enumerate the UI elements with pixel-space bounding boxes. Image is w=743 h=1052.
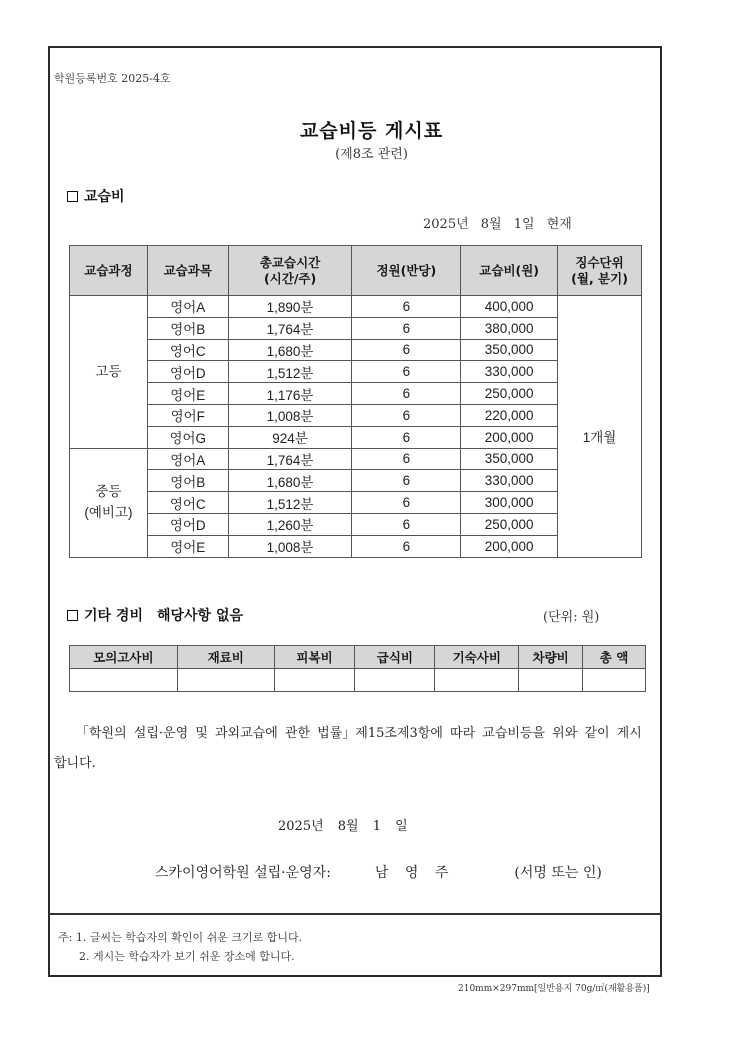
expense-value-cell (70, 669, 178, 692)
tuition-table (69, 245, 642, 558)
capacity-cell: 6 (352, 317, 461, 339)
section-heading-label: 기타 경비 (84, 608, 143, 624)
checkbox-square-icon (67, 610, 78, 621)
table-row (70, 470, 642, 492)
col-header: 피복비 (274, 646, 355, 669)
col-header: 차량비 (519, 646, 583, 669)
capacity-cell: 6 (352, 535, 461, 557)
capacity-cell: 6 (352, 339, 461, 361)
course-cell (70, 296, 148, 449)
hours-cell: 1,764분 (228, 448, 352, 470)
col-header-fee: 교습비(원) (461, 246, 558, 296)
fee-cell: 350,000 (461, 339, 558, 361)
expense-value-cell (355, 669, 435, 692)
course-cell (70, 448, 148, 557)
fee-cell: 250,000 (461, 513, 558, 535)
fee-cell: 330,000 (461, 470, 558, 492)
notes-divider (48, 913, 662, 915)
hours-cell: 1,008분 (228, 404, 352, 426)
other-expenses-table (69, 645, 646, 692)
table-row (70, 492, 642, 514)
section-heading-note: 해당사항 없음 (156, 608, 244, 624)
col-header-capacity: 정원(반당) (352, 246, 461, 296)
expense-value-cell (519, 669, 583, 692)
capacity-cell: 6 (352, 513, 461, 535)
col-header: 재료비 (177, 646, 274, 669)
capacity-cell: 6 (352, 470, 461, 492)
table-row (70, 513, 642, 535)
table-row (70, 383, 642, 405)
hours-cell: 1,176분 (228, 383, 352, 405)
fee-cell: 300,000 (461, 492, 558, 514)
col-header-unit (558, 246, 642, 296)
col-header-hours-line2: (시간/주) (263, 270, 317, 286)
col-header-unit-line2: (월, 분기) (571, 270, 628, 286)
capacity-cell: 6 (352, 361, 461, 383)
col-header-unit-line1: 징수단위 (575, 254, 624, 270)
fee-cell: 350,000 (461, 448, 558, 470)
fee-cell: 250,000 (461, 383, 558, 405)
col-header-course: 교습과정 (70, 246, 148, 296)
fee-cell: 220,000 (461, 404, 558, 426)
table-row (70, 669, 646, 692)
hours-cell: 1,764분 (228, 317, 352, 339)
col-header-subject: 교습과목 (147, 246, 228, 296)
capacity-cell: 6 (352, 383, 461, 405)
capacity-cell: 6 (352, 492, 461, 514)
subject-cell: 영어A (147, 296, 228, 318)
course-label: (예비고) (84, 504, 133, 520)
table-row (70, 535, 642, 557)
col-header: 총 액 (583, 646, 646, 669)
capacity-cell: 6 (352, 426, 461, 448)
subject-cell: 영어G (147, 426, 228, 448)
expense-value-cell (177, 669, 274, 692)
page-subtitle: (제8조 관련) (335, 147, 408, 162)
signature-date: 2025년 8월 1 일 (278, 819, 408, 834)
table-row (70, 404, 642, 426)
registration-number: 학원등록번호 2025-4호 (54, 72, 171, 85)
subject-cell: 영어C (147, 492, 228, 514)
expense-value-cell (274, 669, 355, 692)
hours-cell: 1,890분 (228, 296, 352, 318)
capacity-cell: 6 (352, 296, 461, 318)
subject-cell: 영어F (147, 404, 228, 426)
note-item: 2. 게시는 학습자가 보기 쉬운 장소에 합니다. (79, 950, 295, 963)
table-row (70, 317, 642, 339)
course-label: 고등 (95, 363, 122, 379)
expense-value-cell (435, 669, 519, 692)
expense-value-cell (583, 669, 646, 692)
course-label: 중등 (95, 484, 122, 500)
section-heading-label: 교습비 (84, 189, 125, 205)
paper-spec: 210mm×297mm[일반용지 70g/㎡(재활용품)] (458, 984, 650, 994)
collection-unit-cell: 1개월 (558, 296, 642, 558)
subject-cell: 영어E (147, 383, 228, 405)
table-row (70, 339, 642, 361)
note-item: 주: 1. 글씨는 학습자의 확인이 쉬운 크기로 합니다. (58, 931, 303, 944)
hours-cell: 1,260분 (228, 513, 352, 535)
fee-cell: 330,000 (461, 361, 558, 383)
signature-line (155, 862, 602, 882)
signature-seal-note: (서명 또는 인) (514, 865, 602, 881)
subject-cell: 영어D (147, 513, 228, 535)
table-row (70, 296, 642, 318)
hours-cell: 1,512분 (228, 361, 352, 383)
capacity-cell: 6 (352, 404, 461, 426)
page-title: 교습비등 게시표 (299, 120, 444, 142)
checkbox-square-icon (67, 191, 78, 202)
signer-label: 스카이영어학원 설립·운영자: (155, 865, 331, 881)
table-header-row (70, 646, 646, 669)
statement-text: 「학원의 설립·운영 및 과외교습에 관한 법률」제15조제3항에 따라 교습비등을 위와 같이 게시합니다. (54, 726, 642, 771)
fee-cell: 380,000 (461, 317, 558, 339)
subject-cell: 영어B (147, 470, 228, 492)
capacity-cell: 6 (352, 448, 461, 470)
subject-cell: 영어E (147, 535, 228, 557)
hours-cell: 1,512분 (228, 492, 352, 514)
subject-cell: 영어B (147, 317, 228, 339)
col-header: 모의고사비 (70, 646, 178, 669)
table-row (70, 426, 642, 448)
hours-cell: 1,008분 (228, 535, 352, 557)
signer-name: 남 영 주 (374, 865, 455, 881)
hours-cell: 924분 (228, 426, 352, 448)
hours-cell: 1,680분 (228, 339, 352, 361)
section-heading-tuition (67, 186, 125, 206)
subject-cell: 영어D (147, 361, 228, 383)
statement-paragraph (54, 719, 654, 779)
hours-cell: 1,680분 (228, 470, 352, 492)
subject-cell: 영어C (147, 339, 228, 361)
section-heading-other (67, 605, 243, 625)
fee-cell: 200,000 (461, 535, 558, 557)
col-header: 기숙사비 (435, 646, 519, 669)
unit-label: (단위: 원) (543, 610, 600, 625)
col-header: 급식비 (355, 646, 435, 669)
table-header-row (70, 246, 642, 296)
as-of-date: 2025년 8월 1일 현재 (423, 217, 572, 232)
col-header-hours-line1: 총교습시간 (259, 254, 321, 270)
subject-cell: 영어A (147, 448, 228, 470)
table-row (70, 448, 642, 470)
fee-cell: 200,000 (461, 426, 558, 448)
fee-cell: 400,000 (461, 296, 558, 318)
table-row (70, 361, 642, 383)
col-header-hours (228, 246, 352, 296)
